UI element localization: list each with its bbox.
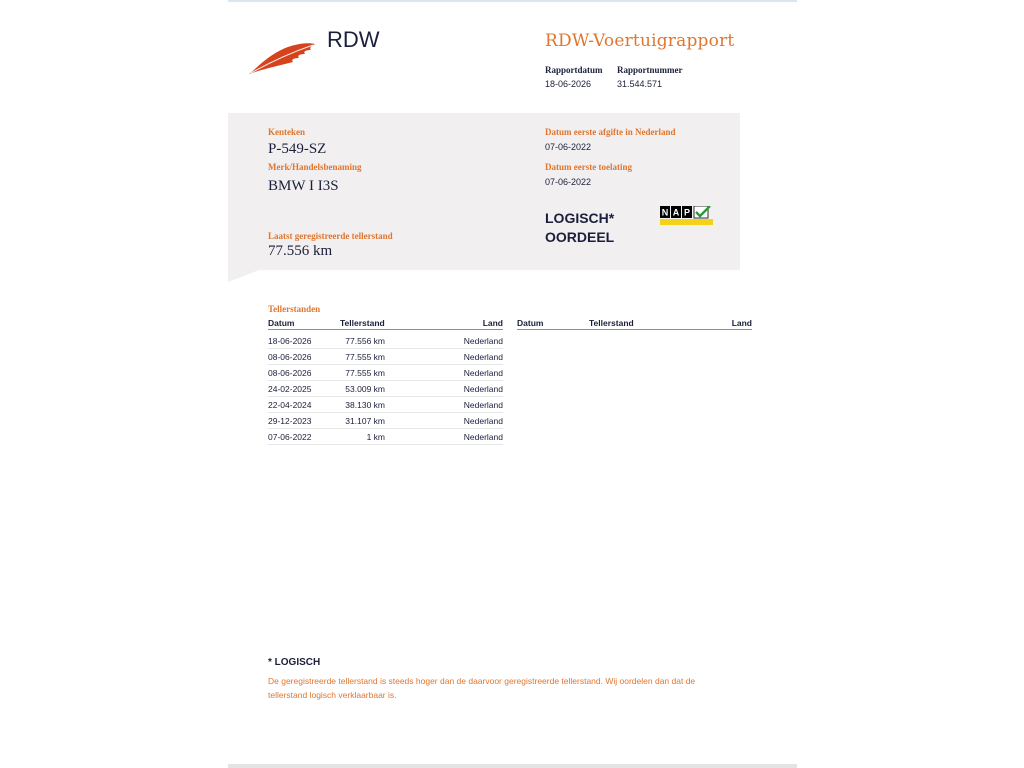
odometer-label: Laatst geregistreerde tellerstand <box>268 231 393 241</box>
table-row <box>268 413 503 429</box>
row-country: Nederland <box>463 336 503 346</box>
page-bottom-edge <box>228 764 797 768</box>
row-date: 24-02-2025 <box>268 384 312 394</box>
verdict-line-2: OORDEEL <box>545 229 615 245</box>
report-date: 18-06-2026 <box>545 79 592 89</box>
verdict-line-1: LOGISCH* <box>545 210 615 226</box>
first-registration-nl-value: 07-06-2022 <box>545 142 592 152</box>
row-reading: 77.556 km <box>345 336 385 346</box>
header-country: Land <box>731 318 752 328</box>
header-reading: Tellerstand <box>589 318 634 328</box>
row-country: Nederland <box>463 384 503 394</box>
odometer-value: 77.556 km <box>268 243 333 259</box>
row-date: 18-06-2026 <box>268 336 312 346</box>
report-title: RDW-Voertuigrapport <box>545 31 735 51</box>
odometer-readings-title: Tellerstanden <box>268 304 321 314</box>
make-value: BMW I I3S <box>268 178 339 194</box>
table-row <box>268 429 503 445</box>
row-date: 29-12-2023 <box>268 416 312 426</box>
plate-value: P-549-SZ <box>268 141 327 157</box>
nap-letter-n: N <box>661 207 669 218</box>
first-admission-value: 07-06-2022 <box>545 177 592 187</box>
nap-check-logo-icon <box>660 206 713 226</box>
table-row <box>268 333 503 349</box>
row-date: 07-06-2022 <box>268 432 312 442</box>
nap-letter-p: P <box>683 207 691 218</box>
row-date: 08-06-2026 <box>268 352 312 362</box>
row-date: 08-06-2026 <box>268 368 312 378</box>
row-reading: 77.555 km <box>345 352 385 362</box>
table-row <box>268 349 503 365</box>
odometer-verdict <box>545 209 614 247</box>
first-registration-nl-label: Datum eerste afgifte in Nederland <box>545 127 676 137</box>
header-country: Land <box>482 318 503 328</box>
row-reading: 31.107 km <box>345 416 385 426</box>
make-label: Merk/Handelsbenaming <box>268 162 362 172</box>
nap-letter-a: A <box>672 207 680 218</box>
row-country: Nederland <box>463 432 503 442</box>
readings-header-left <box>268 318 503 330</box>
table-row <box>268 365 503 381</box>
header-date: Datum <box>517 318 544 328</box>
row-reading: 77.555 km <box>345 368 385 378</box>
row-date: 22-04-2024 <box>268 400 312 410</box>
report-number: 31.544.571 <box>617 79 663 89</box>
readings-header-right <box>517 318 752 330</box>
row-country: Nederland <box>463 416 503 426</box>
report-number-label: Rapportnummer <box>617 65 683 75</box>
row-country: Nederland <box>463 352 503 362</box>
row-reading: 38.130 km <box>345 400 385 410</box>
row-country: Nederland <box>463 368 503 378</box>
table-row <box>268 397 503 413</box>
page-top-edge <box>228 0 797 2</box>
table-row <box>268 381 503 397</box>
brand-name: RDW <box>327 27 380 52</box>
report-date-label: Rapportdatum <box>545 65 603 75</box>
header-reading: Tellerstand <box>340 318 385 328</box>
footnote-text: De geregistreerde tellerstand is steeds hoger dan de daarvoor geregistreerde tellerstand. Wij oordelen dan dat de tellerstand logisch verklaarbaar is. <box>268 676 696 700</box>
row-reading: 53.009 km <box>345 384 385 394</box>
row-reading: 1 km <box>366 432 385 442</box>
plate-label: Kenteken <box>268 127 305 137</box>
footnote-title: * LOGISCH <box>268 657 321 668</box>
header-date: Datum <box>268 318 295 328</box>
rdw-feather-logo-icon <box>247 38 317 78</box>
row-country: Nederland <box>463 400 503 410</box>
first-admission-label: Datum eerste toelating <box>545 162 632 172</box>
